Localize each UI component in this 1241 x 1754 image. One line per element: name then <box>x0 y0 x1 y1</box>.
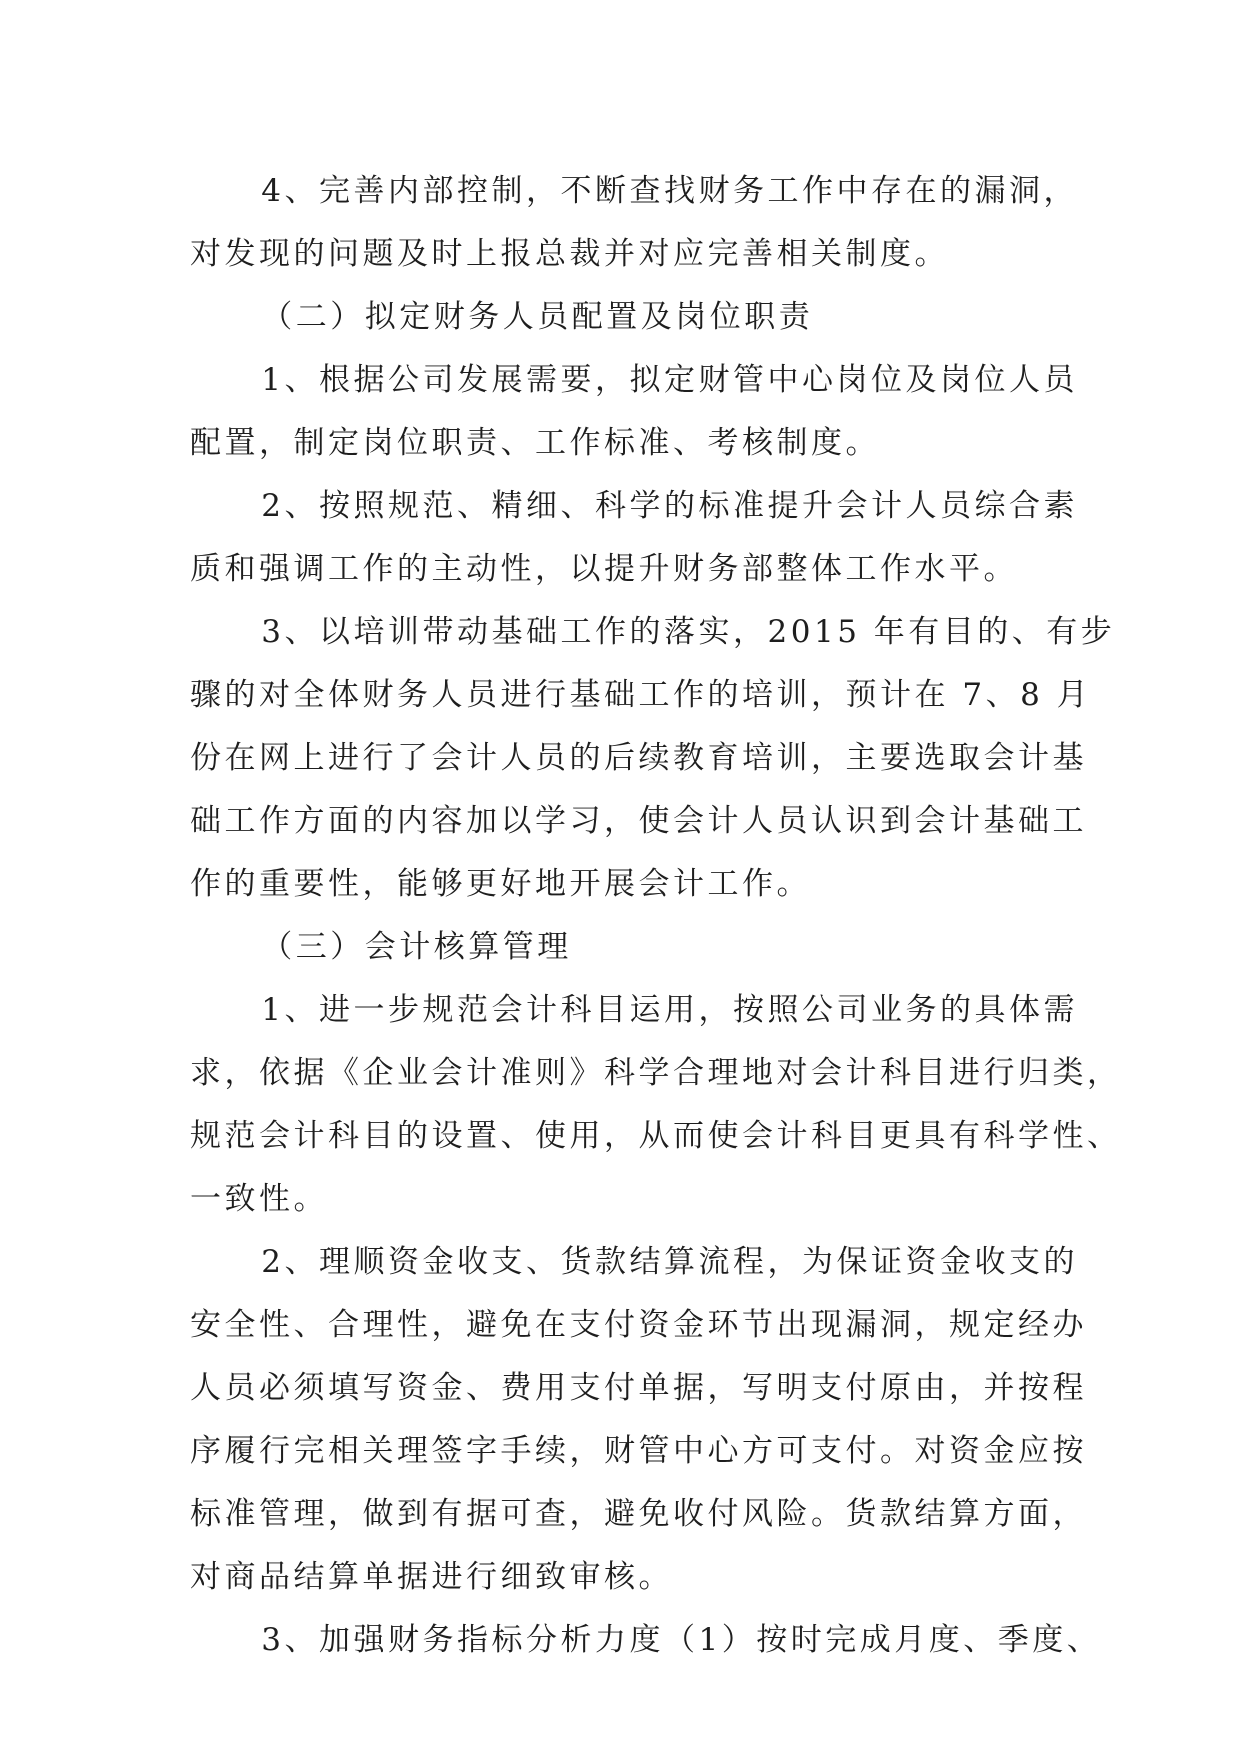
paragraph-accounting-2 <box>190 1231 1087 1609</box>
paragraph-accounting-3 <box>190 1609 1102 1672</box>
paragraph-staffing-1 <box>190 349 1079 475</box>
text-line: 一致性。 <box>190 1181 328 1217</box>
text-line: 质和强调工作的主动性，以提升财务部整体工作水平。 <box>190 551 1018 587</box>
text-line: 4、完善内部控制，不断查找财务工作中存在的漏洞， <box>261 173 1079 209</box>
paragraph-accounting-1 <box>190 979 1122 1231</box>
text-line: 骤的对全体财务人员进行基础工作的培训，预计在 7、8 月 <box>190 677 1092 713</box>
text-line: 份在网上进行了会计人员的后续教育培训，主要选取会计基 <box>190 740 1087 776</box>
text-line: 对发现的问题及时上报总裁并对应完善相关制度。 <box>190 236 949 272</box>
text-line: 1、根据公司发展需要，拟定财管中心岗位及岗位人员 <box>261 362 1079 398</box>
text-line: 3、加强财务指标分析力度（1）按时完成月度、季度、 <box>261 1622 1102 1658</box>
heading-text: （三）会计核算管理 <box>261 929 572 965</box>
text-line: 2、理顺资金收支、货款结算流程，为保证资金收支的 <box>261 1244 1079 1280</box>
section-heading-accounting <box>190 916 1070 979</box>
heading-text: （二）拟定财务人员配置及岗位职责 <box>261 299 814 335</box>
document-body <box>190 160 1122 1672</box>
section-heading-staffing <box>190 286 1070 349</box>
text-line: 人员必须填写资金、费用支付单据，写明支付原由，并按程 <box>190 1370 1087 1406</box>
paragraph-staffing-3 <box>190 601 1116 916</box>
text-line: 2、按照规范、精细、科学的标准提升会计人员综合素 <box>261 488 1079 524</box>
text-line: 1、进一步规范会计科目运用，按照公司业务的具体需 <box>261 992 1079 1028</box>
text-line: 配置，制定岗位职责、工作标准、考核制度。 <box>190 425 880 461</box>
text-line: 对商品结算单据进行细致审核。 <box>190 1559 673 1595</box>
text-line: 求，依据《企业会计准则》科学合理地对会计科目进行归类， <box>190 1055 1122 1091</box>
text-line: 安全性、合理性，避免在支付资金环节出现漏洞，规定经办 <box>190 1307 1087 1343</box>
text-line: 作的重要性，能够更好地开展会计工作。 <box>190 866 811 902</box>
text-line: 序履行完相关理签字手续，财管中心方可支付。对资金应按 <box>190 1433 1087 1469</box>
text-line: 标准管理，做到有据可查，避免收付风险。货款结算方面， <box>190 1496 1087 1532</box>
text-line: 3、以培训带动基础工作的落实，2015 年有目的、有步 <box>261 614 1116 650</box>
text-line: 础工作方面的内容加以学习，使会计人员认识到会计基础工 <box>190 803 1087 839</box>
paragraph-internal-control <box>190 160 1079 286</box>
text-line: 规范会计科目的设置、使用，从而使会计科目更具有科学性、 <box>190 1118 1122 1154</box>
paragraph-staffing-2 <box>190 475 1079 601</box>
